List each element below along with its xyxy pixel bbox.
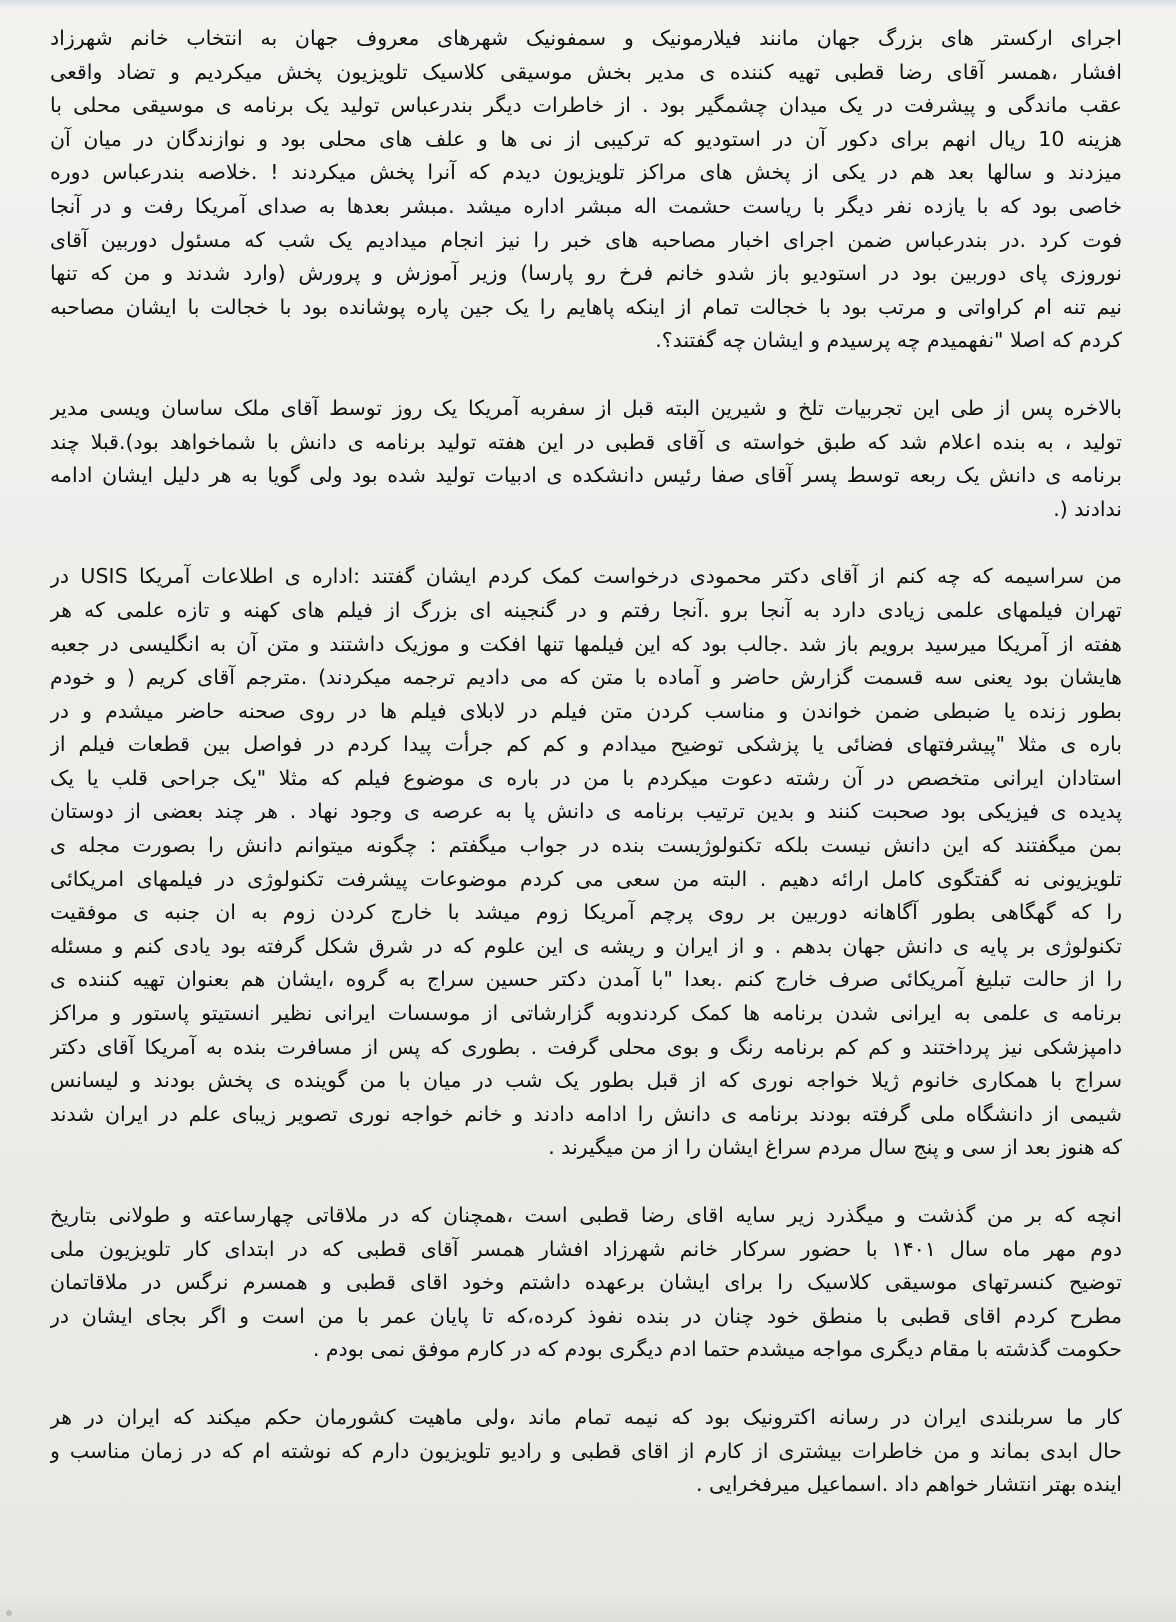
text-line: دامپزشکی نیز پرداختند و کم کم برنامه رنگ و بوی محلی گرفت . بطوری که پس از مسافرت بنده به آمریکا آقای دکتر	[50, 1034, 1122, 1059]
paragraph-1	[50, 22, 1122, 358]
text-line: بطور زنده یا ضبطی ضمن خواندن و مناسب کردن متن فیلم در لابلای فیلم ها در روی صحنه حاضر میشدم و در	[50, 698, 1122, 723]
text-line: مطرح کردم اقای قطبی با منطق خود چنان در بنده نفوذ کرده،که تا پایان عمر با من است و اگر بجای ایشان در	[50, 1303, 1122, 1328]
text-line: توضیح کنسرتهای موسیقی کلاسیک را برای ایشان برعهده داشتم وخود اقای قطبی و همسرم نرگس در ملاقاتمان	[50, 1270, 1122, 1295]
text-line: انچه که بر من گذشت و میگذرد زیر سایه اقای رضا قطبی است ،همچنان که در ملاقاتی چهارساعته و طولانی بتاریخ	[50, 1203, 1122, 1227]
text-line: خاصی بود که با یازده نفر دیگر با ریاست حشمت اله مبشر اداره میشد .مبشر بعدها به صدای آمریکا رفت و در آنجا	[50, 193, 1122, 218]
text-line: فوت کرد .در بندرعباس ضمن اجرای اخبار مصاحبه های خبر را نیز انجام میدادیم یک شب که مسئول دوربین آقای	[50, 227, 1122, 252]
text-line: پدیده ی فیزیکی بود صحبت کنند و بدین ترتیب برنامه ی دانش پا به عرصه ی وجود نهاد . هر چند بعضی از دوستان	[50, 799, 1122, 824]
text-line: باره ی مثلا "پیشرفتهای فضائی یا پزشکی توضیح میدادم و کم کم جرأت پیدا کردم در فواصل بین قطعات فیلم از	[50, 732, 1122, 757]
text-line: افشار ،همسر آقای رضا قطبی تهیه کننده ی مدیر بخش موسیقی کلاسیک تلویزیون پخش میکردیم و تضاد واقعی	[50, 59, 1122, 84]
text-line: سراج با همکاری خانوم ژیلا خواجه نوری که از قبل بطور یک شب در میان با من گوینده ی پخش بودند و لیسانس	[50, 1068, 1122, 1093]
text-line: تلویزیونی نه گفتگوی کامل ارائه دهیم . البته من سعی می کردم موضوعات پیشرفت تکنولوژی در فیلمهای امریکائی	[50, 866, 1122, 891]
text-line: اجرای ارکستر های بزرگ جهان مانند فیلارمونیک و سمفونیک شهرهای معروف جهان به انتخاب خانم شهرزاد	[50, 26, 1122, 50]
paragraph-gap	[50, 1367, 1122, 1401]
page-bottom-shadow	[0, 1592, 1176, 1622]
text-line: تولید ، به بنده اعلام شد که طبق خواسته ی آقای قطبی در این هفته تولید برنامه ی دانش با شماخواهد بود).قبلا چند	[50, 429, 1122, 454]
page-top-edge	[0, 0, 1176, 8]
paragraph-gap	[50, 358, 1122, 392]
signature-line: اینده بهتر انتشار خواهم داد .اسماعیل میرفخرایی .	[696, 1472, 1122, 1497]
text-line: کار ما سربلندی ایران در رسانه اکترونیک بود که نیمه تمام ماند ،ولی ماهیت کشورمان حکم میکند که ایران در هر	[50, 1404, 1122, 1429]
text-line: هزینه 10 ریال انهم برای دکور آن در استودیو که ترکیبی از نی ها و علف های محلی بود و نوازندگان در میان آن	[50, 126, 1122, 151]
document-text	[50, 22, 1122, 1502]
text-line: بمن میگفتند که این دانش نیست بلکه تکنولوژیست بنده در جواب میگفتم : چگونه میتوانم دانش را بصورت مجله ی	[50, 833, 1122, 858]
text-line: تهران فیلمهای علمی زیادی دارد به آنجا برو .آنجا رفتم و در گنجینه ای بزرگ از فیلم های کهنه و تازه علمی که هر	[50, 597, 1122, 622]
paragraph-2	[50, 392, 1122, 526]
text-line: که هنوز بعد از سی و پنج سال مردم سراغ ایشان را از من میگیرند .	[548, 1135, 1122, 1160]
paragraph-gap	[50, 1165, 1122, 1199]
text-line: تکنولوژی بر پایه ی دانش جهان بدهم . و از ایران و ریشه ی این علوم که در شرق شکل گرفته بود یادی کنم و مسئله	[50, 933, 1122, 958]
paragraph-3	[50, 560, 1122, 1165]
paragraph-5	[50, 1401, 1122, 1502]
text-line: دوم مهر ماه سال ۱۴۰۱ با حضور سرکار خانم شهرزاد افشار همسر آقای قطبی که در ابتدای کار تلویزیون ملی	[50, 1236, 1122, 1261]
text-line: ندادند (.	[1053, 496, 1122, 521]
text-line: برنامه ی علمی به ایرانی شدن برنامه ها کمک کردندوبه گزارشاتی از موسسات ایرانی نظیر انستیتو پاستور و مراکز	[50, 1001, 1122, 1026]
text-line: استادان ایرانی متخصص در آن رشته دعوت میکردم با من در باره ی موضوع فیلم که مثلا "یک جراحی قلب یا یک	[50, 765, 1122, 790]
text-line: هفته از آمریکا میرسید برویم باز شد .جالب بود که این فیلمها تنها افکت و موزیک داشتند و متن آن به انگلیسی در جعبه	[50, 631, 1122, 656]
text-line: هایشان بود یعنی سه قسمت گزارش حاضر و آماده با متن که می دادیم ترجمه میکردند) .مترجم آقای کریم ( و خودم	[50, 665, 1122, 690]
text-line: کردم که اصلا "نفهمیدم چه پرسیدم و ایشان چه گفتند؟.	[655, 328, 1122, 353]
text-line: نوروزی پای دوربین بود در استودیو باز شدو خانم فرخ رو پارسا) وزیر آموزش و پرورش (وارد شدند و من که تنها	[50, 261, 1122, 286]
text-line: شیمی از دانشگاه ملی گرفته بودند برنامه ی دانش را ادامه دادند و خانم خواجه نوری تصویر زیبای علم در ایران شدند	[50, 1101, 1122, 1126]
text-line: برنامه ی دانش یک ربعه توسط پسر آقای صفا رئیس دانشکده ی ادبیات تولید شده بود ولی گویا به هر دلیل ایشان ادامه	[50, 463, 1122, 488]
text-line: عقب ماندگی و پیشرفت در یک میدان چشمگیر بود . از خاطرات دیگر بندرعباس تولید یک برنامه ی موسیقی محلی با	[50, 93, 1122, 118]
text-line: حکومت گذشته با مقام دیگری مواجه میشدم حتما ادم دیگری بودم که در کارم موفق نمی بودم .	[312, 1337, 1122, 1362]
text-line: حال ابدی بماند و من خاطرات بیشتری از کارم از اقای قطبی و رادیو تلویزیون دارم که نوشته ام که در زمان مناسب و	[50, 1438, 1122, 1463]
text-line: میزدند و سالها بعد هم در یکی از پخش های مراکز تلویزیون دیدم که آنرا پخش میکردند ! .خلاصه بندرعباس دوره	[50, 160, 1122, 185]
text-line: را که گهگاهی بطور آگاهانه دوربین بر روی پرچم آمریکا زوم میشد با خارج کردن زوم به ان جنبه ی موفقیت	[50, 900, 1122, 925]
text-line: بالاخره پس از طی این تجربیات تلخ و شیرین البته قبل از سفربه آمریکا یک روز توسط آقای ملک ساسان ویسی مدیر	[50, 395, 1122, 420]
text-line: نیم تنه ام کراواتی و مرتب بود با خجالت تمام از اینکه پاهایم را یک جین پاره پوشانده بود با خجالت با ایشان مصاحبه	[50, 294, 1122, 319]
text-line: را از حالت تبلیغ آمریکائی صرف خارج کنم .بعدا "با آمدن دکتر حسین سراج به گروه ،ایشان هم بعنوان تهیه کننده ی	[50, 967, 1122, 992]
corner-mark	[6, 1610, 12, 1616]
text-line: من سراسیمه که چه کنم از آقای دکتر محمودی درخواست کمک کردم ایشان گفتند :اداره ی اطلاعات آمریکا USIS در	[50, 564, 1122, 589]
paragraph-gap	[50, 526, 1122, 560]
paragraph-4	[50, 1199, 1122, 1367]
